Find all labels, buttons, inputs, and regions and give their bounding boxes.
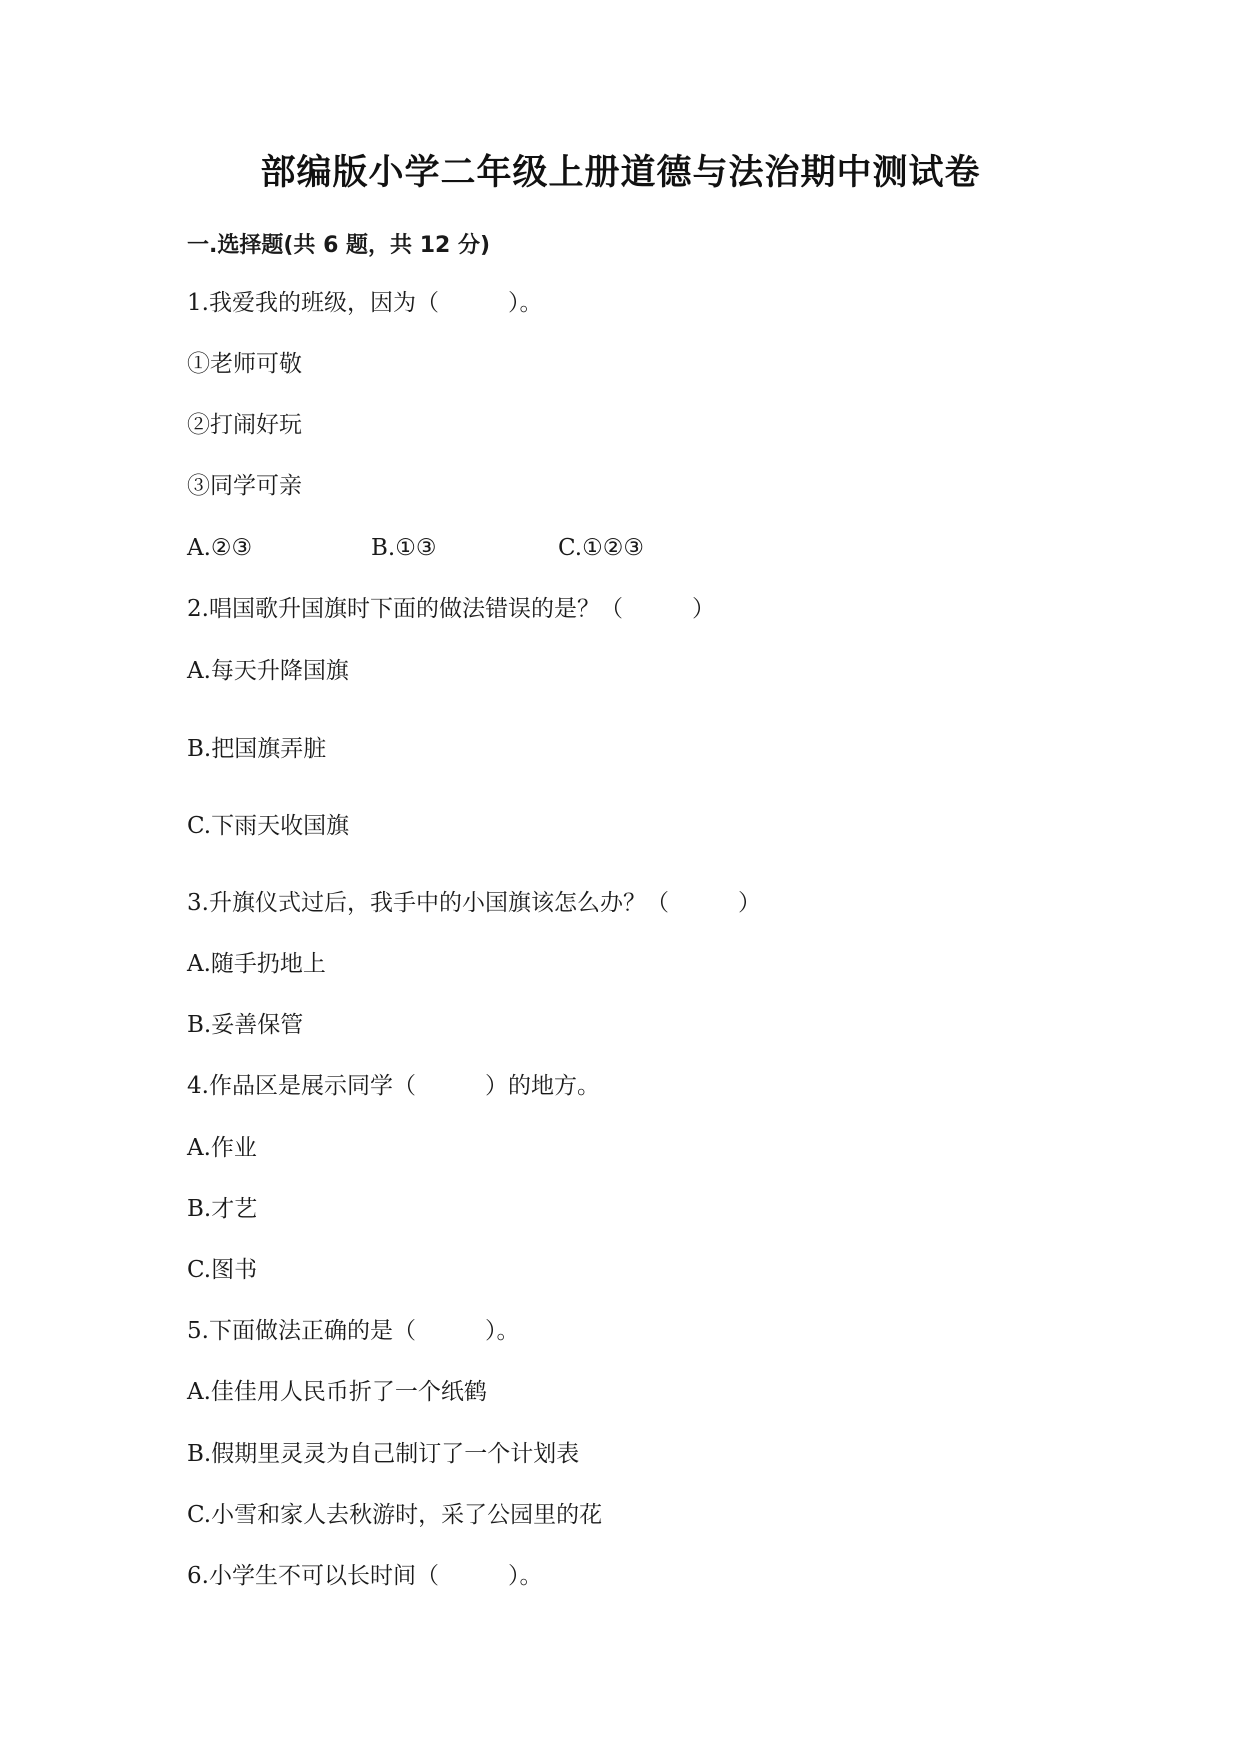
question-1-options — [187, 532, 1087, 564]
question-5-stem: 5.下面做法正确的是（ ）。 — [187, 1318, 520, 1344]
question-4-option-c: C.图书 — [187, 1257, 258, 1283]
question-3-option-b: B.妥善保管 — [187, 1012, 304, 1038]
question-6-stem: 6.小学生不可以长时间（ ）。 — [187, 1563, 543, 1589]
question-4-stem: 4.作品区是展示同学（ ）的地方。 — [187, 1073, 600, 1099]
page-title: 部编版小学二年级上册道德与法治期中测试卷 — [260, 153, 981, 193]
question-3-option-a: A.随手扔地上 — [187, 951, 326, 977]
question-1-option-a: A.②③ — [187, 535, 253, 561]
question-2-option-b: B.把国旗弄脏 — [187, 736, 327, 762]
question-1-stem: 1.我爱我的班级，因为（ ）。 — [187, 290, 543, 316]
question-5-option-b: B.假期里灵灵为自己制订了一个计划表 — [187, 1441, 580, 1467]
question-5-option-a: A.佳佳用人民币折了一个纸鹤 — [187, 1379, 487, 1405]
question-3-stem: 3.升旗仪式过后，我手中的小国旗该怎么办？（ ） — [187, 890, 761, 916]
question-4-option-a: A.作业 — [187, 1135, 257, 1161]
question-2-option-a: A.每天升降国旗 — [187, 658, 349, 684]
question-1-item-1: ①老师可敬 — [187, 351, 302, 377]
question-4-option-b: B.才艺 — [187, 1196, 258, 1222]
question-1-item-2: ②打闹好玩 — [187, 412, 302, 438]
question-5-option-c: C.小雪和家人去秋游时，采了公园里的花 — [187, 1502, 603, 1528]
section-header: 一.选择题(共 6 题，共 12 分) — [187, 233, 491, 258]
question-1-item-3: ③同学可亲 — [187, 473, 302, 499]
question-1-option-c: C.①②③ — [558, 535, 644, 561]
question-2-stem: 2.唱国歌升国旗时下面的做法错误的是？（ ） — [187, 596, 715, 622]
question-2-option-c: C.下雨天收国旗 — [187, 813, 350, 839]
question-1-option-b: B.①③ — [371, 535, 437, 561]
